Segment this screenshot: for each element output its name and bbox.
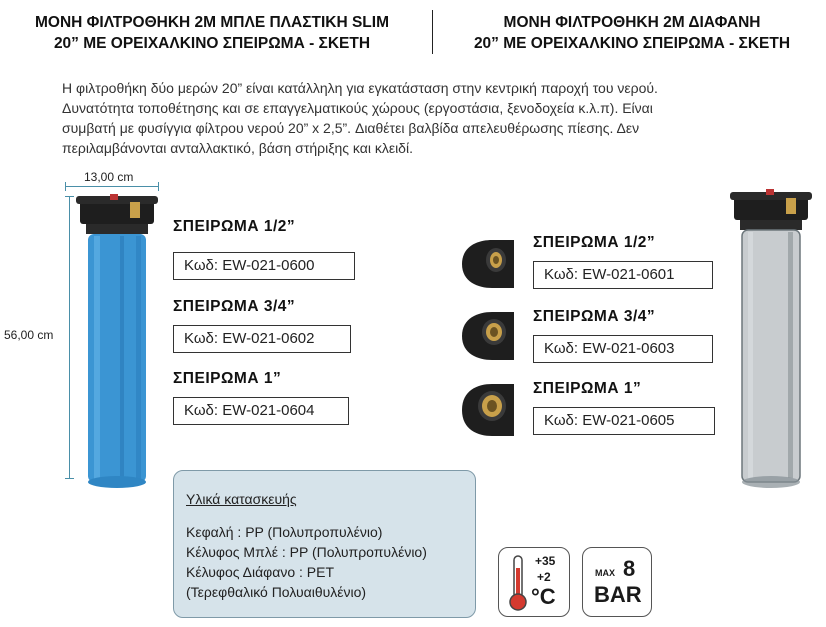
materials-line-1: Κεφαλή : PP (Πολυπροπυλένιο) [186, 524, 383, 540]
blue-thread-one-inch-code: Κωδ: EW-021-0604 [173, 397, 349, 425]
clear-title-line2: 20” ΜΕ ΟΡΕΙΧΑΛΚΙΝΟ ΣΠΕΙΡΩΜΑ - ΣΚΕΤΗ [473, 35, 791, 52]
description-line-3: συμβατή με φυσίγγια φίλτρου νερού 20” x 2,5”. Διαθέτει βαλβίδα απελευθέρωσης πίεσης. Δεν [62, 120, 640, 136]
thread-head-three-quarter-icon [456, 308, 520, 364]
blue-title-line1: ΜΟΝΗ ΦΙΛΤΡΟΘΗΚΗ 2Μ ΜΠΛΕ ΠΛΑΣΤΙΚΗ SLIM [35, 14, 389, 31]
clear-title-line1: ΜΟΝΗ ΦΙΛΤΡΟΘΗΚΗ 2Μ ΔΙΑΦΑΝΗ [503, 14, 761, 31]
description-line-4: περιλαμβάνονται ανταλλακτικό, βάση στήριξης και κλειδί. [62, 140, 413, 156]
product-description [62, 78, 782, 158]
pressure-unit: BAR [594, 582, 642, 607]
min-temperature: +2 [537, 570, 551, 584]
clear-filter-housing-image [728, 186, 814, 492]
blue-housing-title [2, 12, 422, 54]
clear-thread-three-quarter-code: Κωδ: EW-021-0603 [533, 335, 713, 363]
width-dimension-line [66, 186, 158, 187]
max-temperature: +35 [535, 554, 556, 568]
materials-panel [173, 470, 476, 618]
pressure-spec-box [582, 547, 652, 617]
materials-line-2: Κέλυφος Μπλέ : PP (Πολυπροπυλένιο) [186, 544, 427, 560]
clear-housing-title [440, 12, 824, 54]
height-dimension-label: 56,00 cm [4, 328, 54, 342]
height-dimension-line [69, 196, 70, 478]
blue-thread-three-quarter-label: ΣΠΕΙΡΩΜΑ 3/4” [173, 298, 296, 315]
blue-title-line2: 20” ΜΕ ΟΡΕΙΧΑΛΚΙΝΟ ΣΠΕΙΡΩΜΑ - ΣΚΕΤΗ [53, 35, 371, 52]
width-dimension-tick-right [158, 182, 159, 191]
clear-thread-half-label: ΣΠΕΙΡΩΜΑ 1/2” [533, 234, 656, 251]
materials-line-3: Κέλυφος Διάφανο : PET [186, 564, 335, 580]
description-line-2: Δυνατότητα τοποθέτησης και σε επαγγελματικούς χώρους (εργοστάσια, ξενοδοχεία κ.λ.π). Είναι [62, 100, 653, 116]
blue-thread-three-quarter-code: Κωδ: EW-021-0602 [173, 325, 351, 353]
width-dimension-tick-left [65, 182, 66, 191]
title-divider [432, 10, 433, 54]
clear-thread-one-inch-code: Κωδ: EW-021-0605 [533, 407, 715, 435]
materials-title: Υλικά κατασκευής [186, 491, 297, 507]
thread-head-half-icon [456, 236, 520, 292]
blue-thread-half-label: ΣΠΕΙΡΩΜΑ 1/2” [173, 218, 296, 235]
thread-head-one-inch-icon [456, 380, 520, 440]
width-dimension-label: 13,00 cm [84, 170, 134, 184]
height-dimension-tick-top [65, 196, 74, 197]
pressure-value: 8 [623, 556, 636, 581]
clear-thread-three-quarter-label: ΣΠΕΙΡΩΜΑ 3/4” [533, 308, 656, 325]
thermometer-icon [507, 554, 529, 612]
temperature-spec-box [498, 547, 570, 617]
description-line-1: Η φιλτροθήκη δύο μερών 20” είναι κατάλληλη για εγκατάσταση στην κεντρική παροχή του νερού. [62, 80, 658, 96]
materials-line-4: (Τερεφθαλικό Πολυαιθυλένιο) [186, 584, 367, 600]
temperature-unit: °C [531, 584, 556, 609]
blue-thread-half-code: Κωδ: EW-021-0600 [173, 252, 355, 280]
blue-filter-housing-image [74, 192, 160, 492]
height-dimension-tick-bottom [65, 478, 74, 479]
blue-thread-one-inch-label: ΣΠΕΙΡΩΜΑ 1” [173, 370, 282, 387]
clear-thread-half-code: Κωδ: EW-021-0601 [533, 261, 713, 289]
pressure-max-label: MAX [595, 568, 615, 578]
clear-thread-one-inch-label: ΣΠΕΙΡΩΜΑ 1” [533, 380, 642, 397]
